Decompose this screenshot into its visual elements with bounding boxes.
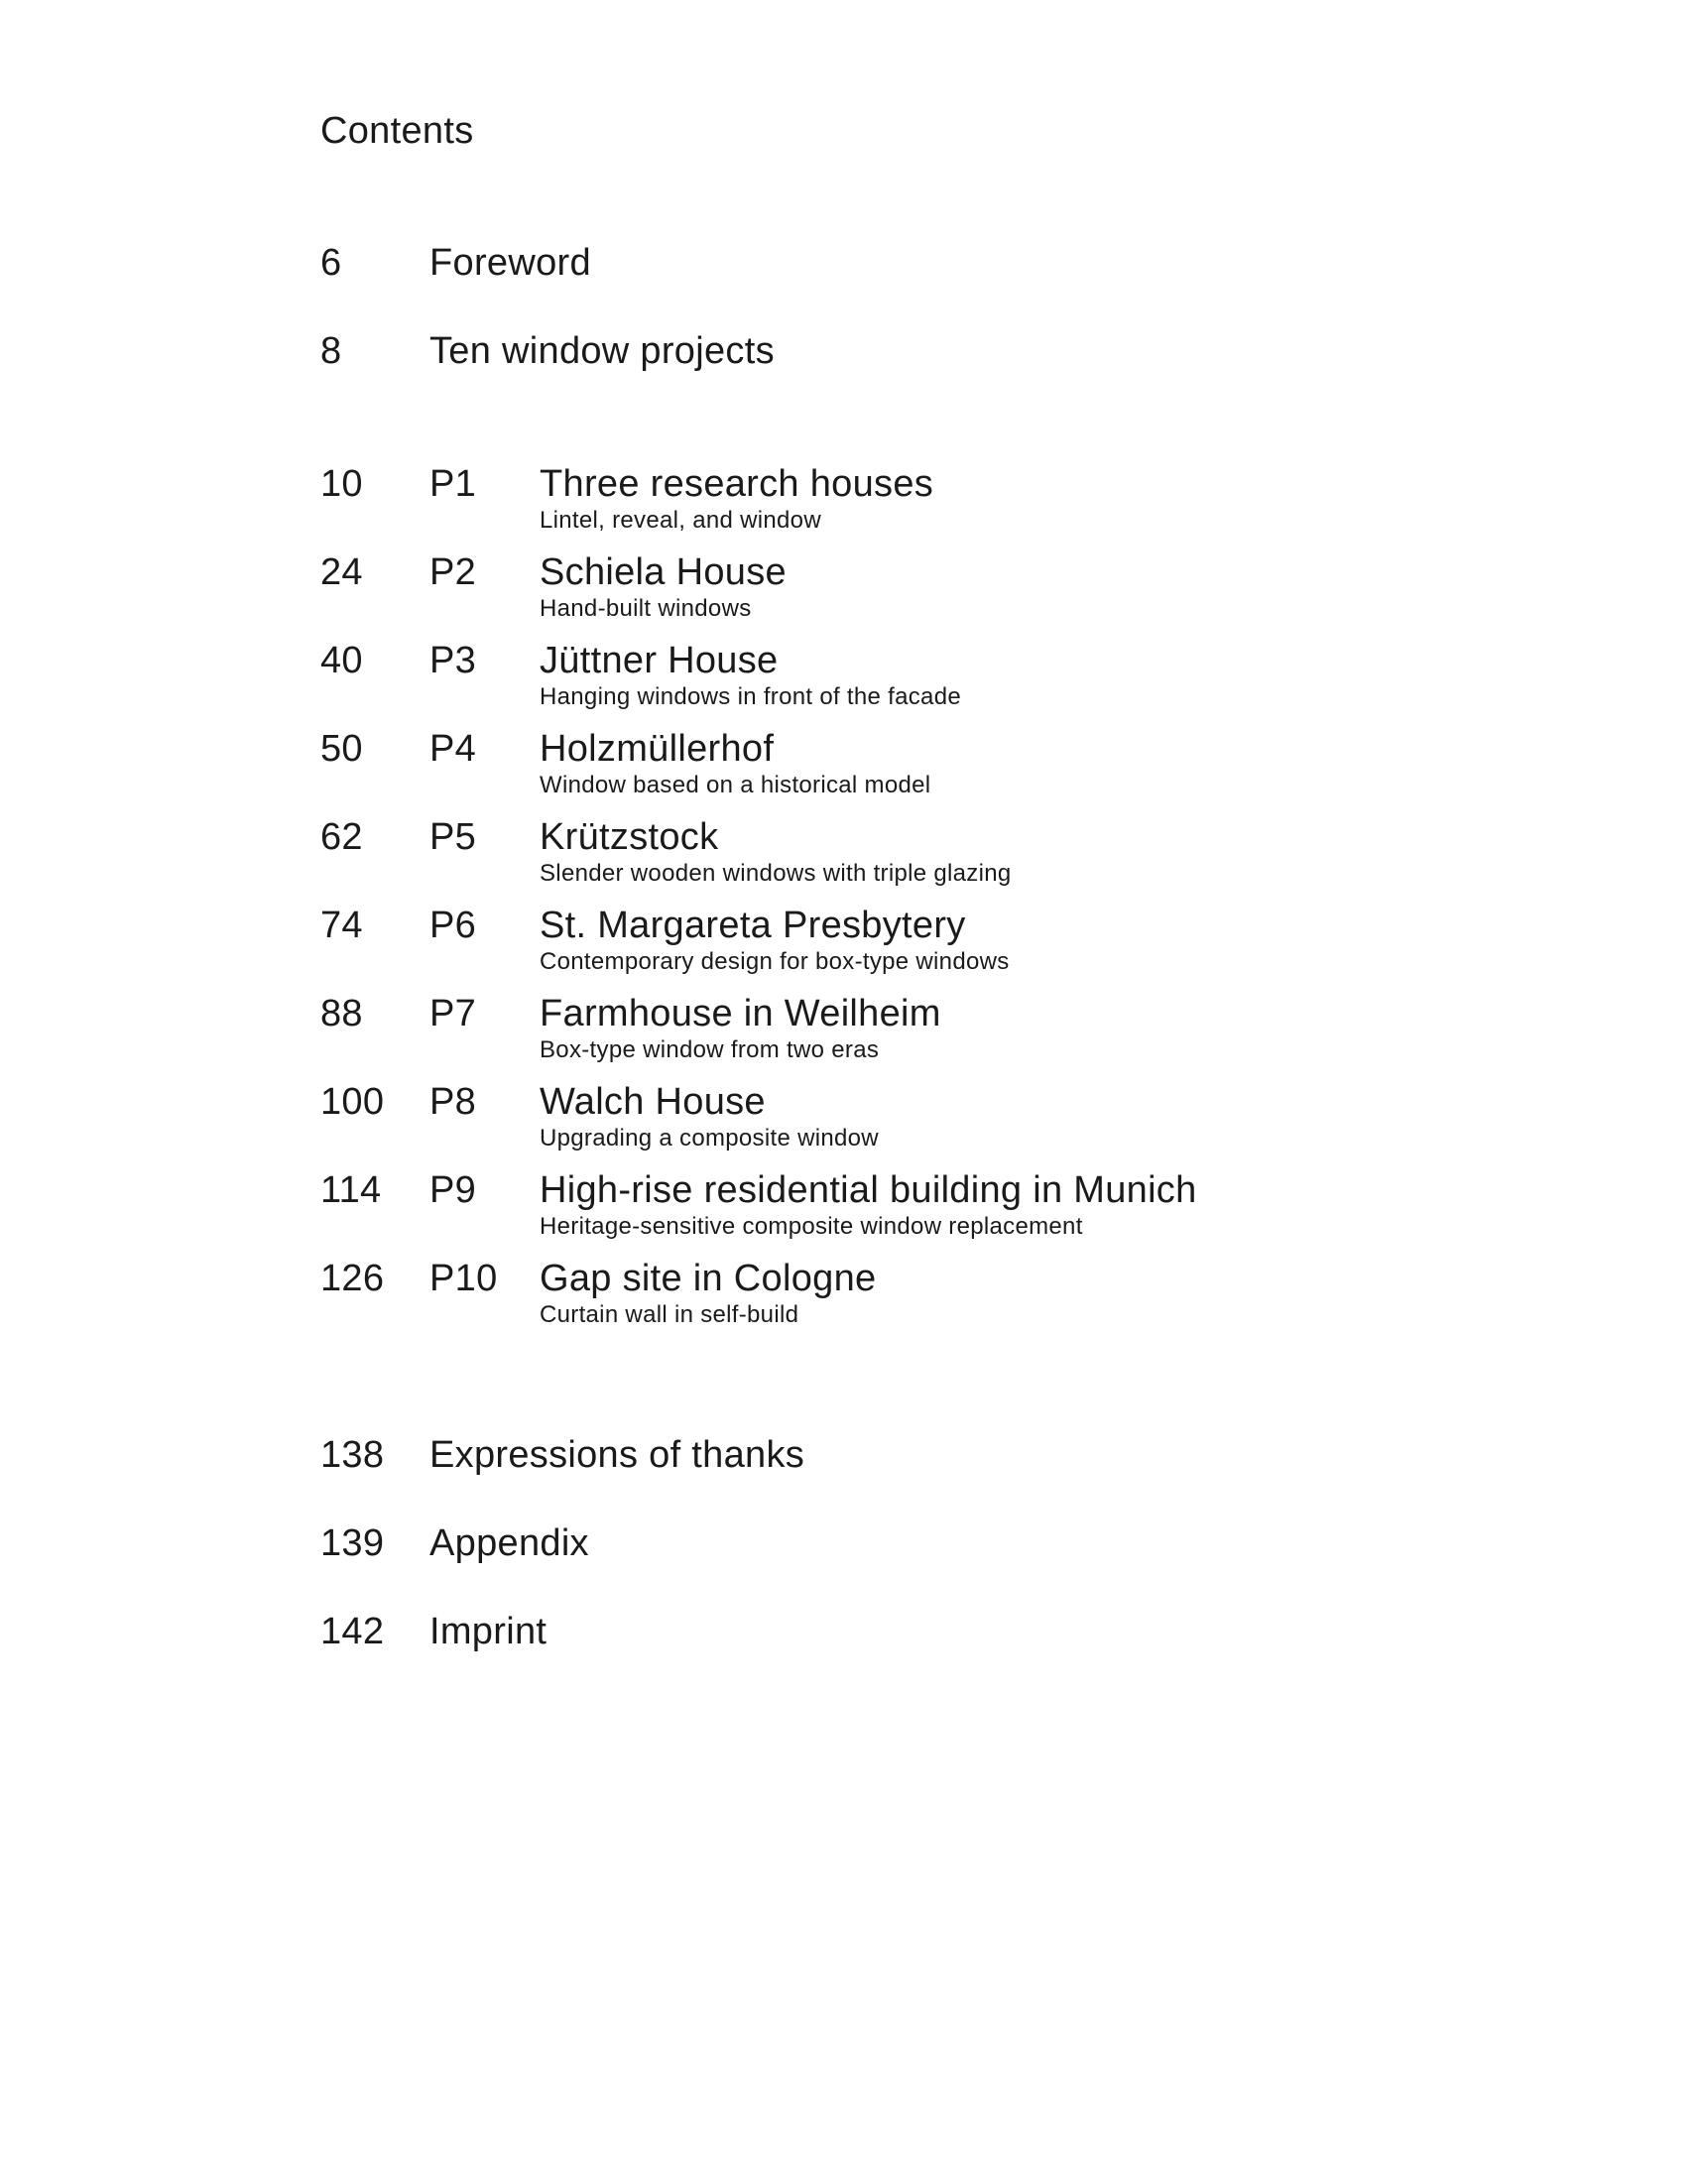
toc-page-number: 8	[320, 330, 342, 372]
toc-page-number: 6	[320, 242, 342, 284]
toc-page-number: 88	[320, 993, 363, 1034]
toc-page-number: 10	[320, 463, 363, 505]
toc-entry-title: Foreword	[429, 242, 591, 284]
toc-project-title: High-rise residential building in Munich	[540, 1169, 1197, 1211]
toc-page-number: 24	[320, 551, 363, 593]
toc-project-subtitle: Contemporary design for box-type windows	[540, 948, 1010, 975]
toc-page-number: 138	[320, 1434, 385, 1476]
toc-project-title: Krützstock	[540, 816, 719, 858]
toc-project-title: Walch House	[540, 1081, 766, 1123]
toc-project-code: P7	[429, 993, 477, 1034]
toc-project-title: St. Margareta Presbytery	[540, 905, 966, 946]
toc-project-title: Holzmüllerhof	[540, 728, 775, 770]
toc-project-subtitle: Slender wooden windows with triple glazing	[540, 860, 1012, 887]
toc-project-subtitle: Hanging windows in front of the facade	[540, 683, 961, 710]
toc-project-code: P3	[429, 640, 477, 681]
toc-page-number: 114	[320, 1169, 382, 1211]
toc-project-title: Schiela House	[540, 551, 787, 593]
page-title: Contents	[320, 110, 474, 152]
toc-project-code: P5	[429, 816, 477, 858]
toc-page-number: 50	[320, 728, 363, 770]
toc-project-title: Three research houses	[540, 463, 934, 505]
toc-project-code: P2	[429, 551, 477, 593]
toc-page-number: 126	[320, 1258, 385, 1299]
toc-page-number: 139	[320, 1522, 385, 1564]
toc-page-number: 142	[320, 1611, 385, 1652]
toc-page-number: 74	[320, 905, 363, 946]
toc-project-subtitle: Hand-built windows	[540, 595, 752, 622]
toc-project-subtitle: Window based on a historical model	[540, 772, 931, 798]
toc-entry-title: Appendix	[429, 1522, 589, 1564]
toc-entry-title: Imprint	[429, 1611, 547, 1652]
toc-project-title: Gap site in Cologne	[540, 1258, 877, 1299]
toc-project-subtitle: Lintel, reveal, and window	[540, 507, 821, 534]
toc-page-number: 100	[320, 1081, 385, 1123]
toc-project-subtitle: Curtain wall in self-build	[540, 1301, 799, 1328]
toc-page-number: 40	[320, 640, 363, 681]
toc-project-code: P1	[429, 463, 477, 505]
toc-entry-title: Expressions of thanks	[429, 1434, 805, 1476]
toc-project-subtitle: Upgrading a composite window	[540, 1125, 879, 1152]
toc-project-subtitle: Box-type window from two eras	[540, 1036, 880, 1063]
toc-project-code: P9	[429, 1169, 477, 1211]
toc-project-code: P8	[429, 1081, 477, 1123]
toc-project-title: Farmhouse in Weilheim	[540, 993, 941, 1034]
toc-project-code: P4	[429, 728, 477, 770]
toc-project-code: P6	[429, 905, 477, 946]
toc-project-subtitle: Heritage-sensitive composite window replacement	[540, 1213, 1083, 1240]
toc-page-number: 62	[320, 816, 363, 858]
toc-entry-title: Ten window projects	[429, 330, 775, 372]
toc-project-title: Jüttner House	[540, 640, 779, 681]
toc-project-code: P10	[429, 1258, 498, 1299]
